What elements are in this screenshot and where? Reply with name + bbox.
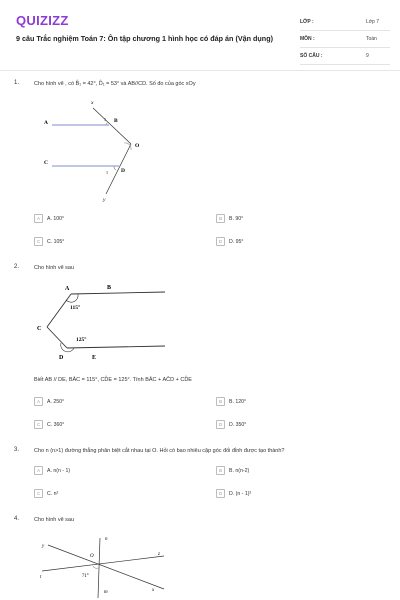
figure-label: n: [105, 537, 108, 542]
option-letter-box: D: [216, 237, 225, 246]
option-letter-box: D: [216, 489, 225, 498]
meta-table: [300, 14, 390, 65]
figure-label: x: [152, 588, 155, 593]
option-text: D. 95°: [229, 238, 244, 245]
option-text: B. 120°: [229, 398, 247, 405]
figure-label: D: [59, 355, 64, 361]
option-c[interactable]: [34, 420, 64, 429]
option-d[interactable]: [216, 489, 251, 498]
option-text: B. 90°: [229, 215, 244, 222]
option-c[interactable]: [34, 237, 64, 246]
option-a[interactable]: [34, 466, 70, 475]
option-letter-box: A: [34, 214, 43, 223]
option-b[interactable]: [216, 466, 249, 475]
option-text: C. 360°: [47, 421, 65, 428]
figure-label: x: [91, 100, 94, 106]
figure-label: 1: [106, 170, 108, 175]
option-letter-box: B: [216, 214, 225, 223]
option-text: A. 100°: [47, 215, 65, 222]
option-letter-box: B: [216, 397, 225, 406]
quizizz-logo: QUIZIZZ: [16, 13, 69, 28]
option-d[interactable]: [216, 420, 246, 429]
meta-value: 9: [366, 53, 369, 59]
question-number: 1.: [14, 80, 20, 86]
figure-label: A: [65, 286, 70, 292]
question-text: Cho hình vẽ sau: [34, 265, 75, 271]
question-number: 2.: [14, 264, 20, 270]
figure-label: A: [44, 120, 48, 126]
figure-label: 125°: [76, 337, 87, 343]
figure-label: O: [135, 143, 140, 149]
option-text: D. (n - 1)²: [229, 490, 252, 497]
option-letter-box: C: [34, 420, 43, 429]
meta-label: SỐ CÂU :: [300, 53, 323, 59]
question-text: Cho hình vẽ , có B̂₁ = 42°, D̂₁ = 53° và AB//CD. Số đo của góc xOy: [34, 81, 196, 87]
meta-row-subject: [300, 31, 390, 48]
figure-label: B: [107, 285, 112, 291]
question-subtext: Biết AB // DE, BÂC = 115°, CD̂E = 125°. Tính BÂC + AĈD + CD̂E: [34, 377, 192, 383]
option-letter-box: C: [34, 489, 43, 498]
question-text: Cho hình vẽ sau: [34, 517, 75, 523]
option-d[interactable]: [216, 237, 243, 246]
option-text: D. 350°: [229, 421, 247, 428]
page-title: 9 câu Trắc nghiệm Toán 7: Ôn tập chương 1 hình học có đáp án (Vận dụng): [16, 34, 273, 43]
figure-label: C: [44, 160, 48, 166]
figure-label: 115°: [70, 305, 81, 311]
option-b[interactable]: [216, 214, 243, 223]
figure-label: y: [103, 197, 106, 203]
figure-label: 1: [104, 117, 106, 122]
figure-label: C: [37, 326, 42, 332]
meta-row-class: [300, 14, 390, 31]
figure-label: z: [158, 552, 160, 557]
option-letter-box: A: [34, 397, 43, 406]
figure-label: y: [42, 544, 45, 549]
meta-label: MÔN :: [300, 36, 315, 42]
meta-label: LỚP :: [300, 19, 314, 25]
figure-label: t: [40, 575, 42, 580]
option-a[interactable]: [34, 214, 64, 223]
figure-q1: [36, 94, 156, 204]
figure-label: 71°: [82, 574, 89, 579]
question-number: 3.: [14, 447, 20, 453]
figure-q2: [34, 278, 174, 368]
figure-label: D: [121, 168, 125, 174]
option-c[interactable]: [34, 489, 58, 498]
option-text: A. n(n - 1): [47, 467, 71, 474]
figure-label: O: [90, 554, 94, 559]
option-letter-box: D: [216, 420, 225, 429]
option-letter-box: B: [216, 466, 225, 475]
option-text: C. n²: [47, 490, 59, 497]
question-text: Cho n (n>1) đường thẳng phân biệt cắt nhau tại O. Hỏi có bao nhiêu cặp góc đối đỉnh được tạo thành?: [34, 448, 285, 454]
option-a[interactable]: [34, 397, 64, 406]
figure-q4: [34, 530, 174, 600]
question-number: 4.: [14, 516, 20, 522]
option-text: C. 105°: [47, 238, 65, 245]
option-text: B. n(n-2): [229, 467, 250, 474]
meta-value: Toán: [366, 36, 377, 42]
figure-label: E: [92, 355, 97, 361]
option-text: A. 250°: [47, 398, 65, 405]
figure-label: m: [104, 590, 108, 595]
option-letter-box: A: [34, 466, 43, 475]
meta-value: Lớp 7: [366, 19, 380, 25]
header-divider: [0, 70, 400, 71]
option-letter-box: C: [34, 237, 43, 246]
option-b[interactable]: [216, 397, 246, 406]
meta-row-count: [300, 48, 390, 65]
figure-label: B: [114, 118, 118, 124]
